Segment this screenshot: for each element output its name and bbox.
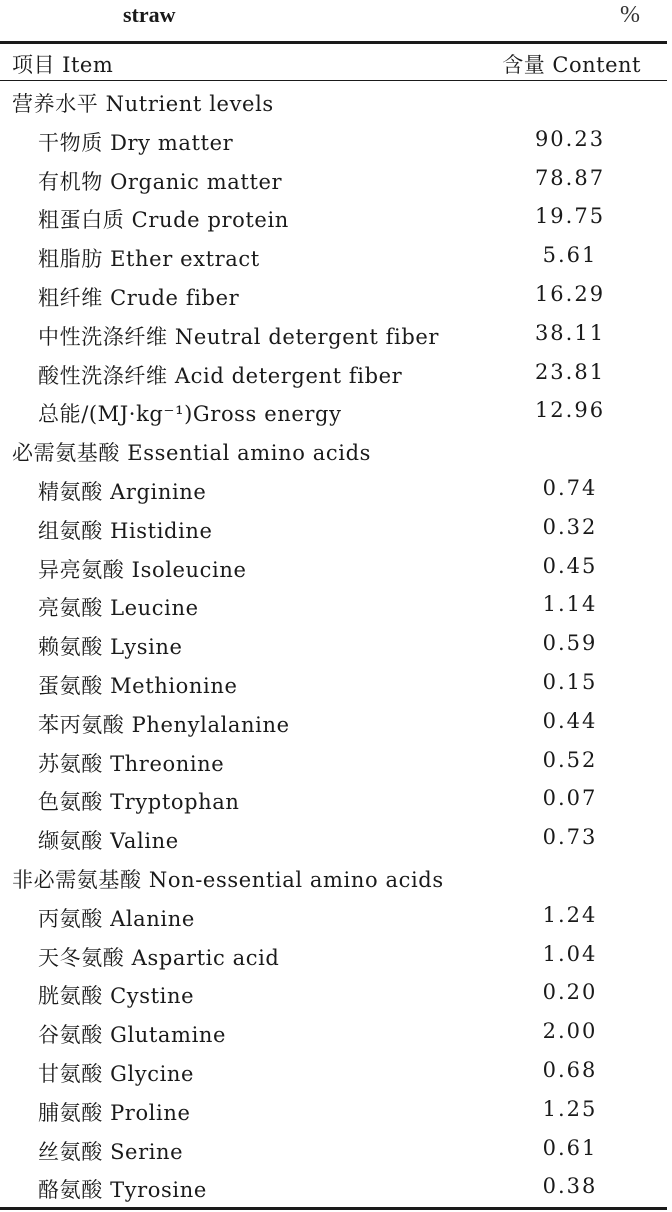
table-row xyxy=(0,703,667,742)
table-row xyxy=(0,509,667,548)
row-label: 甘氨酸 Glycine xyxy=(38,1061,195,1086)
row-value: 90.23 xyxy=(534,126,606,151)
table-row xyxy=(0,742,667,781)
row-label: 谷氨酸 Glutamine xyxy=(38,1023,227,1048)
row-label: 赖氨酸 Lysine xyxy=(38,635,183,660)
row-label: 异亮氨酸 Isoleucine xyxy=(38,557,247,582)
section-row xyxy=(0,82,667,121)
table-row xyxy=(0,936,667,975)
row-label: 粗纤维 Crude fiber xyxy=(38,285,240,310)
row-label: 粗脂肪 Ether extract xyxy=(38,247,260,272)
table-row xyxy=(0,354,667,393)
table-caption xyxy=(0,0,672,40)
table-row xyxy=(0,819,667,858)
row-value: 16.29 xyxy=(534,281,606,306)
row-value: 0.61 xyxy=(542,1135,598,1160)
row-value: 12.96 xyxy=(534,398,606,423)
row-value: 0.44 xyxy=(542,708,598,733)
row-value: 1.25 xyxy=(542,1096,598,1121)
row-label: 蛋氨酸 Methionine xyxy=(38,673,238,698)
table-row xyxy=(0,315,667,354)
row-value: 0.45 xyxy=(542,553,598,578)
table-row xyxy=(0,1130,667,1169)
row-value: 0.07 xyxy=(542,786,598,811)
row-label: 酸性洗涤纤维 Acid detergent fiber xyxy=(38,363,403,388)
row-value: 0.20 xyxy=(542,980,598,1005)
row-label: 丙氨酸 Alanine xyxy=(38,906,195,931)
section-label: 非必需氨基酸 Non-essential amino acids xyxy=(12,867,444,892)
table-row xyxy=(0,237,667,276)
table-row xyxy=(0,1091,667,1130)
row-value: 0.15 xyxy=(542,669,598,694)
row-value: 1.04 xyxy=(542,941,598,966)
table-row xyxy=(0,586,667,625)
table-row xyxy=(0,897,667,936)
row-value: 1.24 xyxy=(542,902,598,927)
table-row xyxy=(0,392,667,431)
table-row xyxy=(0,548,667,587)
section-row xyxy=(0,858,667,897)
row-label: 总能/(MJ·kg⁻¹)Gross energy xyxy=(38,402,342,427)
row-value: 0.59 xyxy=(542,631,598,656)
row-label: 亮氨酸 Leucine xyxy=(38,596,199,621)
table-row xyxy=(0,664,667,703)
row-label: 天冬氨酸 Aspartic acid xyxy=(38,945,280,970)
section-label: 必需氨基酸 Essential amino acids xyxy=(12,441,371,466)
row-value: 0.68 xyxy=(542,1057,598,1082)
table-row xyxy=(0,160,667,199)
table-row xyxy=(0,1013,667,1052)
row-label: 有机物 Organic matter xyxy=(38,169,283,194)
header-rule xyxy=(0,80,667,81)
row-value: 5.61 xyxy=(542,243,598,268)
caption-word: straw xyxy=(123,2,176,27)
row-label: 粗蛋白质 Crude protein xyxy=(38,208,289,233)
row-label: 苯丙氨酸 Phenylalanine xyxy=(38,712,290,737)
row-label: 缬氨酸 Valine xyxy=(38,829,179,854)
table-row xyxy=(0,276,667,315)
row-label: 色氨酸 Tryptophan xyxy=(38,790,240,815)
bottom-rule xyxy=(0,1207,667,1210)
row-value: 1.14 xyxy=(542,592,598,617)
table-row xyxy=(0,1052,667,1091)
row-label: 胱氨酸 Cystine xyxy=(38,984,195,1009)
row-label: 中性洗涤纤维 Neutral detergent fiber xyxy=(38,324,440,349)
row-label: 组氨酸 Histidine xyxy=(38,518,213,543)
table-row xyxy=(0,121,667,160)
row-label: 干物质 Dry matter xyxy=(38,130,234,155)
section-row xyxy=(0,431,667,470)
row-value: 0.32 xyxy=(542,514,598,539)
table-row xyxy=(0,470,667,509)
row-value: 78.87 xyxy=(534,165,606,190)
table-header xyxy=(0,44,667,80)
unit-label: % xyxy=(620,2,640,28)
row-label: 丝氨酸 Serine xyxy=(38,1139,184,1164)
row-value: 0.38 xyxy=(542,1174,598,1199)
row-value: 0.73 xyxy=(542,825,598,850)
table-row xyxy=(0,198,667,237)
table-row xyxy=(0,974,667,1013)
table-row xyxy=(0,625,667,664)
row-label: 脯氨酸 Proline xyxy=(38,1100,191,1125)
header-content: 含量 Content xyxy=(502,53,641,77)
row-label: 精氨酸 Arginine xyxy=(38,479,207,504)
row-value: 23.81 xyxy=(534,359,606,384)
row-value: 0.52 xyxy=(542,747,598,772)
row-value: 38.11 xyxy=(534,320,606,345)
header-item: 项目 Item xyxy=(12,53,114,77)
table-body xyxy=(0,82,667,1207)
table-row xyxy=(0,1168,667,1207)
row-value: 19.75 xyxy=(534,204,606,229)
row-label: 苏氨酸 Threonine xyxy=(38,751,225,776)
row-label: 酪氨酸 Tyrosine xyxy=(38,1178,207,1203)
row-value: 0.74 xyxy=(542,475,598,500)
section-label: 营养水平 Nutrient levels xyxy=(12,92,274,116)
row-value: 2.00 xyxy=(542,1019,598,1044)
table-row xyxy=(0,780,667,819)
